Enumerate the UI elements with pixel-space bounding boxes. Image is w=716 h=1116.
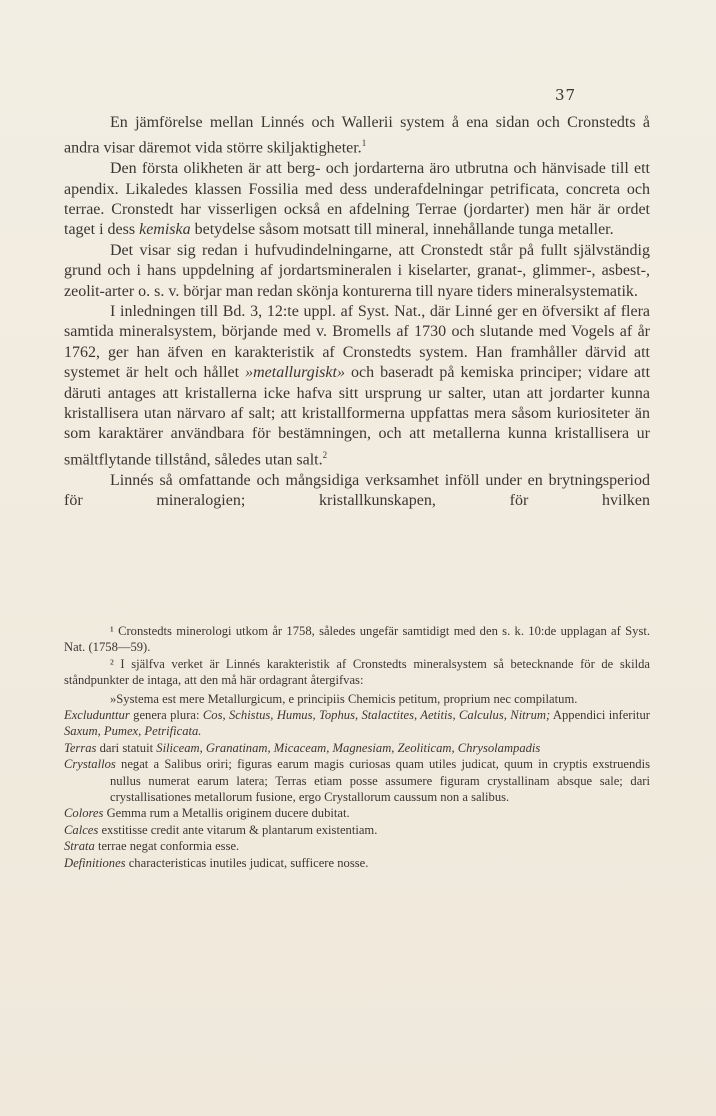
- quote-colores: Colores Gemma rum a Metallis originem ducere dubitat.: [64, 806, 350, 821]
- quote-excludunttur: Excludunttur genera plura: Cos, Schistus, Humus, Tophus, Stalactites, Aetitis, Calculus, Nitrum; Appendici inferitur Saxum, Pumex, Petrificata.: [64, 708, 650, 739]
- paragraph-5: Linnés så omfattande och mångsidiga verksamhet inföll under en brytningsperiod för mineralogien; kristallkunskapen, för hvilken: [64, 471, 650, 509]
- paragraph-3: Det visar sig redan i hufvudindelningarne, att Cronstedt står på fullt självständig grund och i hans uppdelning af jordartsmineralen i kiselarter, granat-, glimmer-, asbest-, zeolit-arter o. s. v. börjar man redan skönja konturerna till nyare tiders mineralsystematik.: [64, 241, 650, 300]
- quote-terras: Terras dari statuit Siliceam, Granatinam, Micaceam, Magnesiam, Zeoliticam, Chrysolampadis: [64, 740, 541, 755]
- footnotes: [64, 623, 650, 871]
- paragraph-4: I inledningen till Bd. 3, 12:te uppl. af Syst. Nat., där Linné ger en öfversikt af flera samtida mineralsystem, börjande med v. Bromells af 1730 och slutande med Vogels af år 1762, ger han äfven en karakteristik af Cronstedts system. Han framhåller därvid att systemet är helt och hållet »metallurgiskt» och baseradt på kemiska principer; vidare att däruti antages att kristallerna icke hafva sitt ursprung ur salter, utan att jordarter kunna kristallisera utan närvaro af salt; att kristallformerna uppfattas mera såsom kuriositeter än som karaktärer användbara för bestämningen, och att metallerna kunna kristallisera ur smältflytande tillstånd, således utan salt.$^2$: [64, 302, 651, 469]
- paragraph-2: Den första olikheten är att berg- och jordarterna äro utbrutna och hänvisade till ett apendix. Likaledes klassen Fossilia med dess underafdelningar petrificata, concreta och terrae. Cronstedt har visserligen också en afdelning Terrae (jordarter) men här är ordet taget i dess kemiska betydelse såsom motsatt till mineral, innehållande tunga metaller.: [64, 160, 650, 239]
- paragraph-1: En jämförelse mellan Linnés och Wallerii system å ena sidan och Cronstedts å andra visar däremot vida större skiljaktigheter.$^1$: [64, 114, 650, 157]
- page-number: 37: [555, 86, 577, 104]
- quote-definitiones: Definitiones characteristicas inutiles judicat, sufficere nosse.: [64, 855, 369, 870]
- footnote-2: ² I själfva verket är Linnés karakteristik af Cronstedts mineralsystem så betecknande för de skilda ståndpunkter de intaga, att den må här ordagrant återgifvas:: [64, 656, 650, 688]
- quote-strata: Strata terrae negat conformia esse.: [64, 839, 240, 854]
- quote-crystallos: Crystallos negat a Salibus oriri; figuras earum magis curiosas quam utiles judicat, quum in cryptis exstruendis nullus numerat earum latera; Terras etiam posse assumere figuram crystallinam absque sale; dari crystallisationes metallorum fusione, ergo Crystallorum caussum non a salibus.: [64, 757, 650, 805]
- quote-calces: Calces exstitisse credit ante vitarum & plantarum existentiam.: [64, 822, 378, 837]
- footnote-1: ¹ Cronstedts minerologi utkom år 1758, således ungefär samtidigt med den s. k. 10:de upplagan af Syst. Nat. (1758—59).: [64, 624, 650, 655]
- quote-intro: »Systema est mere Metallurgicum, e principiis Chemicis petitum, proprium nec compilatum.: [110, 691, 578, 706]
- footnote-ref-1: 1: [361, 138, 367, 149]
- footnote-ref-2: 2: [322, 449, 328, 460]
- main-text: [64, 113, 650, 511]
